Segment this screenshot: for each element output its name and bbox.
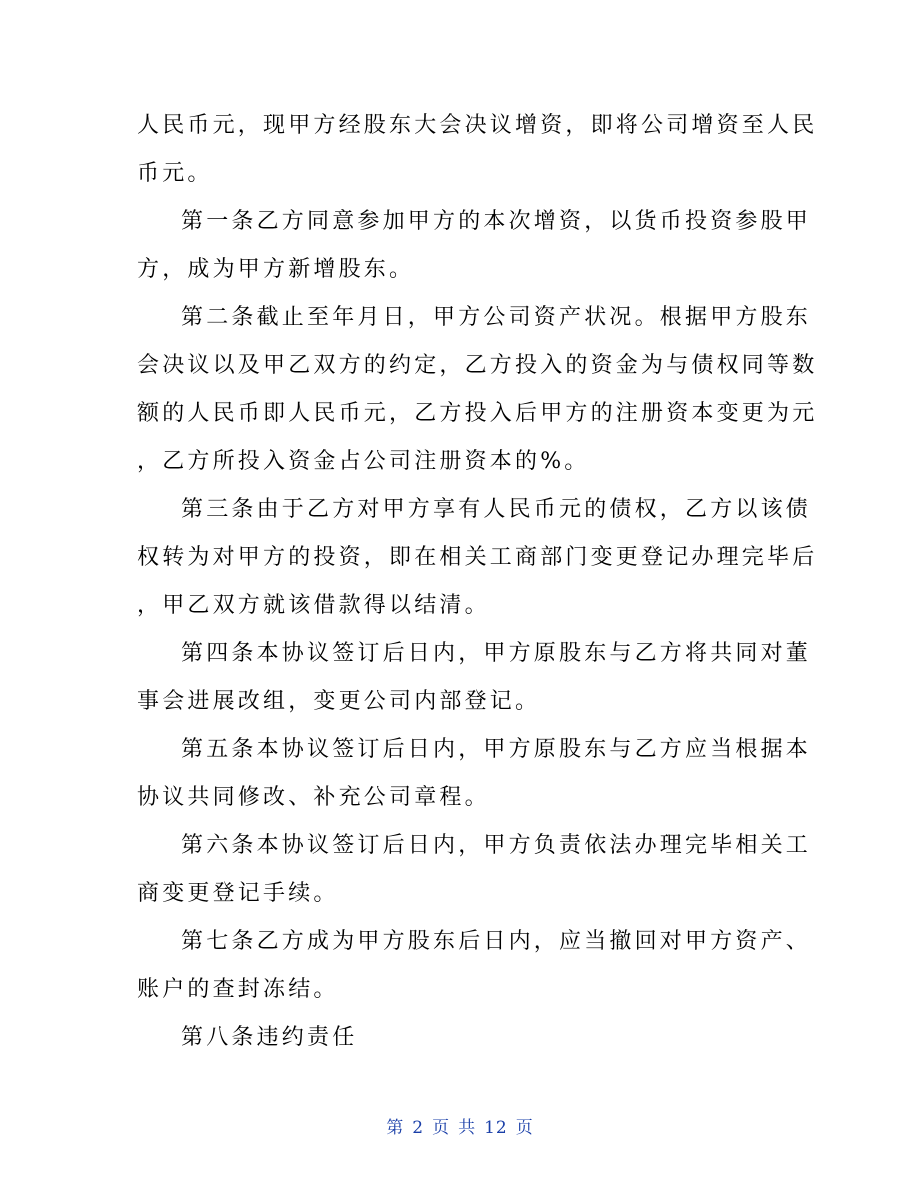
- text-line: 账户的查封冻结。: [137, 977, 339, 1002]
- text-line: 额的人民币即人民币元，乙方投入后甲方的注册资本变更为元: [137, 401, 818, 426]
- footer-label-gong: 共: [458, 1118, 477, 1138]
- text-line: 第八条违约责任: [181, 1025, 358, 1050]
- text-line: 第三条由于乙方对甲方享有人民币元的债权，乙方以该债: [181, 497, 812, 522]
- footer-label-di: 第: [386, 1118, 405, 1138]
- text-line: ，乙方所投入资金占公司注册资本的%。: [137, 449, 590, 474]
- text-line: 第一条乙方同意参加甲方的本次增资，以货币投资参股甲: [181, 209, 812, 234]
- text-line: 会决议以及甲乙双方的约定，乙方投入的资金为与债权同等数: [137, 353, 818, 378]
- text-line: 第五条本协议签订后日内，甲方原股东与乙方应当根据本: [181, 737, 812, 762]
- text-line: 人民币元，现甲方经股东大会决议增资，即将公司增资至人民: [137, 113, 818, 138]
- current-page-number: 2: [412, 1118, 425, 1138]
- text-line: 第七条乙方成为甲方股东后日内，应当撤回对甲方资产、: [181, 929, 812, 954]
- text-line: 第四条本协议签订后日内，甲方原股东与乙方将共同对董: [181, 641, 812, 666]
- text-line: ，甲乙双方就该借款得以结清。: [137, 593, 490, 618]
- footer-label-ye: 页: [432, 1118, 451, 1138]
- document-body: [137, 102, 818, 1062]
- page-footer: [0, 1113, 920, 1138]
- text-line: 币元。: [137, 161, 213, 186]
- text-line: 权转为对甲方的投资，即在相关工商部门变更登记办理完毕后: [137, 545, 818, 570]
- text-line: 第二条截止至年月日，甲方公司资产状况。根据甲方股东: [181, 305, 812, 330]
- total-page-number: 12: [484, 1118, 508, 1138]
- text-line: 第六条本协议签订后日内，甲方负责依法办理完毕相关工: [181, 833, 812, 858]
- footer-label-ye2: 页: [515, 1118, 534, 1138]
- text-line: 商变更登记手续。: [137, 881, 339, 906]
- text-line: 协议共同修改、补充公司章程。: [137, 785, 490, 810]
- text-line: 事会进展改组，变更公司内部登记。: [137, 689, 541, 714]
- text-line: 方，成为甲方新增股东。: [137, 257, 415, 282]
